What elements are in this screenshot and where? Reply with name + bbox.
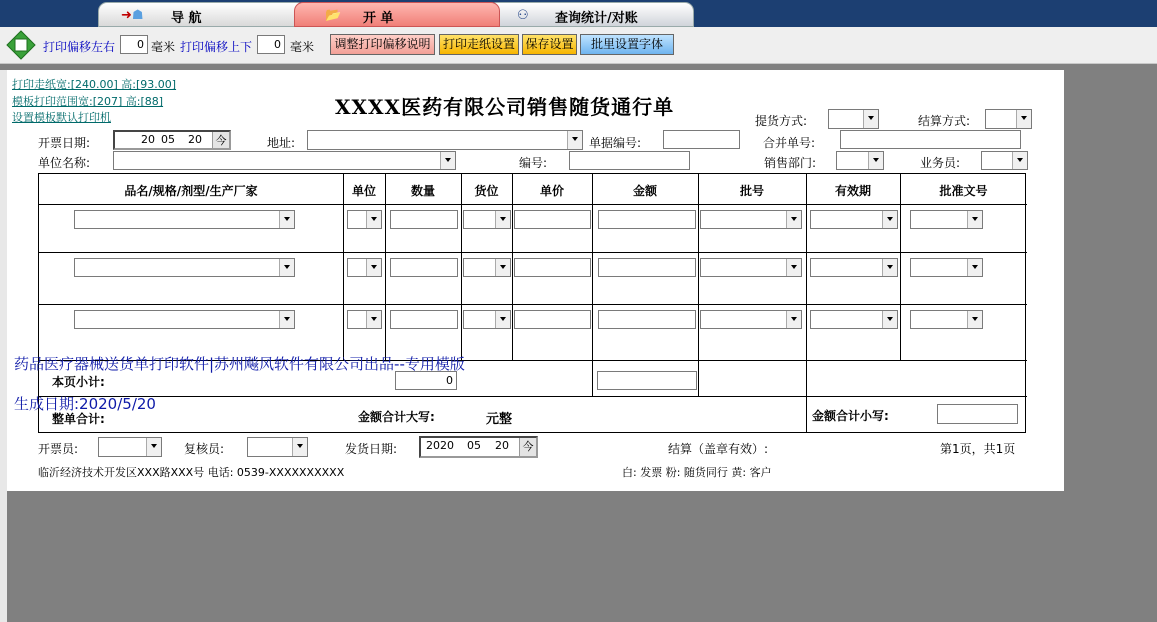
amount-lower-input[interactable] — [937, 404, 1018, 424]
settle-method-select[interactable] — [985, 109, 1032, 129]
chevron-down-icon — [863, 110, 878, 128]
pickup-method-select[interactable] — [828, 109, 879, 129]
chevron-down-icon — [786, 259, 801, 276]
move-diamond-icon[interactable] — [6, 30, 36, 60]
merge-no-label: 合并单号: — [763, 136, 816, 150]
doc-no-label: 单据编号: — [589, 136, 642, 150]
chevron-down-icon — [495, 259, 510, 276]
chevron-down-icon — [967, 311, 982, 328]
pickup-method-label: 提货方式: — [755, 114, 808, 128]
batch-font-button[interactable]: 批里设置字体 — [580, 34, 674, 55]
chevron-down-icon — [366, 311, 381, 328]
location-select[interactable] — [463, 310, 511, 329]
settle-method-label: 结算方式: — [918, 114, 971, 128]
ship-date-picker[interactable] — [419, 436, 538, 458]
ship-year: 2020 — [426, 439, 454, 452]
copy-distribution: 白: 发票 粉: 随货同行 黄: 客户 — [622, 466, 772, 479]
col-header-qty: 数量 — [410, 184, 435, 198]
tab-open-invoice[interactable] — [294, 2, 500, 27]
total-label: 整单合计: — [52, 412, 105, 426]
chevron-down-icon — [146, 438, 161, 456]
batch-select[interactable] — [700, 258, 802, 277]
col-header-location: 货位 — [474, 184, 499, 198]
approval-select[interactable] — [910, 310, 983, 329]
issue-date-label: 开票日期: — [38, 136, 91, 150]
salesman-label: 业务员: — [920, 156, 961, 170]
unit-name-select[interactable] — [113, 151, 456, 170]
col-header-unit: 单位 — [351, 184, 376, 198]
offset-lr-input[interactable]: 0 — [120, 35, 148, 54]
company-address: 临沂经济技术开发区XXX路XXX号 电话: 0539-XXXXXXXXXX — [38, 466, 345, 479]
date-month: 05 — [161, 133, 175, 146]
code-label: 编号: — [519, 156, 548, 170]
ship-day: 20 — [495, 439, 509, 452]
col-header-price: 单价 — [539, 184, 564, 198]
offset-ud-label: 打印偏移上下 — [180, 40, 253, 54]
sales-dept-select[interactable] — [836, 151, 884, 170]
form-title: XXXX医药有限公司销售随货通行单 — [335, 95, 675, 119]
unit-select[interactable] — [347, 310, 382, 329]
settle-stamp-label: 结算（盖章有效）: — [668, 442, 769, 456]
page-subtotal-amount — [597, 371, 697, 390]
qty-input[interactable] — [390, 210, 458, 229]
save-settings-button[interactable]: 保存设置 — [522, 34, 577, 55]
chevron-down-icon — [1016, 110, 1031, 128]
col-header-approval: 批准文号 — [939, 184, 988, 198]
paper-size-link[interactable]: 打印走纸宽:[240.00] 高:[93.00] — [12, 78, 177, 91]
col-header-amount: 金额 — [632, 184, 657, 198]
watermark-line1: 药品医疗器械送货单打印软件|苏州飚风软件有限公司出品--专用模版 — [14, 355, 465, 373]
chevron-down-icon — [967, 259, 982, 276]
template-range-link[interactable]: 模板打印范围宽:[207] 高:[88] — [12, 95, 164, 108]
chevron-down-icon — [495, 311, 510, 328]
tab-label: 开 单 — [363, 11, 394, 26]
address-select[interactable] — [307, 130, 583, 150]
print-paper-settings-button[interactable]: 打印走纸设置 — [439, 34, 519, 55]
tab-label: 查询统计/对账 — [555, 11, 638, 26]
col-header-expiry: 有效期 — [834, 184, 871, 198]
date-year: 20 — [141, 133, 155, 146]
amount-lower-label: 金额合计小写: — [812, 409, 889, 423]
price-input[interactable] — [514, 310, 591, 329]
doc-no-input[interactable] — [663, 130, 740, 149]
left-margin-strip — [0, 70, 7, 622]
location-select[interactable] — [463, 210, 511, 229]
print-toolbar — [0, 27, 1157, 64]
price-input[interactable] — [514, 210, 591, 229]
batch-select[interactable] — [700, 310, 802, 329]
product-select[interactable] — [74, 210, 295, 229]
offset-ud-input[interactable]: 0 — [257, 35, 285, 54]
batch-select[interactable] — [700, 210, 802, 229]
price-input[interactable] — [514, 258, 591, 277]
expiry-select[interactable] — [810, 210, 898, 229]
product-select[interactable] — [74, 258, 295, 277]
top-tab-bar — [0, 0, 1157, 27]
chevron-down-icon — [279, 211, 294, 228]
col-header-product: 品名/规格/剂型/生产厂家 — [124, 184, 258, 198]
unit-label: 毫米 — [151, 40, 176, 54]
chevron-down-icon — [567, 131, 582, 149]
tab-query-stats[interactable] — [488, 2, 694, 27]
chevron-down-icon — [366, 211, 381, 228]
unit-label: 毫米 — [290, 40, 315, 54]
reviewer-label: 复核员: — [184, 442, 225, 456]
chevron-down-icon — [366, 259, 381, 276]
amount-input[interactable] — [598, 258, 696, 277]
tab-navigation[interactable] — [98, 2, 306, 27]
chevron-down-icon — [882, 259, 897, 276]
salesman-select[interactable] — [981, 151, 1028, 170]
expiry-select[interactable] — [810, 258, 898, 277]
page-info: 第1页，共1页 — [940, 442, 1016, 456]
amount-upper-value: 元整 — [486, 412, 513, 427]
date-day: 20 — [188, 133, 202, 146]
page-subtotal-label: 本页小计: — [52, 375, 105, 389]
unit-select[interactable] — [347, 258, 382, 277]
chevron-down-icon — [292, 438, 307, 456]
chevron-down-icon — [495, 211, 510, 228]
chevron-down-icon — [786, 311, 801, 328]
expiry-select[interactable] — [810, 310, 898, 329]
today-spin-button[interactable]: 今 — [519, 438, 536, 456]
ship-month: 05 — [467, 439, 481, 452]
location-select[interactable] — [463, 258, 511, 277]
ship-date-label: 发货日期: — [345, 442, 398, 456]
reviewer-select[interactable] — [247, 437, 308, 457]
offset-lr-label: 打印偏移左右 — [43, 40, 116, 54]
chevron-down-icon — [279, 259, 294, 276]
qty-input[interactable] — [390, 258, 458, 277]
sales-dept-label: 销售部门: — [764, 156, 817, 170]
address-label: 地址: — [267, 136, 296, 150]
merge-no-input[interactable] — [840, 130, 1021, 149]
tab-label: 导 航 — [171, 11, 202, 26]
chevron-down-icon — [1012, 152, 1027, 169]
unit-name-label: 单位名称: — [38, 156, 91, 170]
default-printer-link[interactable]: 设置模板默认打印机 — [12, 111, 111, 124]
product-select[interactable] — [74, 310, 295, 329]
folder-icon: 📂 — [325, 8, 342, 23]
unit-select[interactable] — [347, 210, 382, 229]
chevron-down-icon — [882, 311, 897, 328]
col-header-batch: 批号 — [739, 184, 764, 198]
arrow-person-icon: ➜☗ — [121, 8, 144, 23]
issue-date-picker[interactable] — [113, 130, 231, 150]
issuer-select[interactable] — [98, 437, 162, 457]
chevron-down-icon — [786, 211, 801, 228]
page-subtotal-qty: 0 — [395, 371, 457, 390]
issuer-label: 开票员: — [38, 442, 79, 456]
chevron-down-icon — [440, 152, 455, 169]
adjust-offset-help-button[interactable]: 调整打印偏移说明 — [330, 34, 435, 55]
watermark-line2: 生成日期:2020/5/20 — [14, 395, 156, 413]
amount-input[interactable] — [598, 210, 696, 229]
code-input[interactable] — [569, 151, 690, 170]
approval-select[interactable] — [910, 210, 983, 229]
amount-input[interactable] — [598, 310, 696, 329]
binoculars-icon: ⚇ — [517, 8, 529, 23]
chevron-down-icon — [882, 211, 897, 228]
chevron-down-icon — [279, 311, 294, 328]
qty-input[interactable] — [390, 310, 458, 329]
today-spin-button[interactable]: 今 — [212, 132, 229, 148]
chevron-down-icon — [868, 152, 883, 169]
chevron-down-icon — [967, 211, 982, 228]
amount-upper-label: 金额合计大写: — [358, 410, 435, 424]
approval-select[interactable] — [910, 258, 983, 277]
